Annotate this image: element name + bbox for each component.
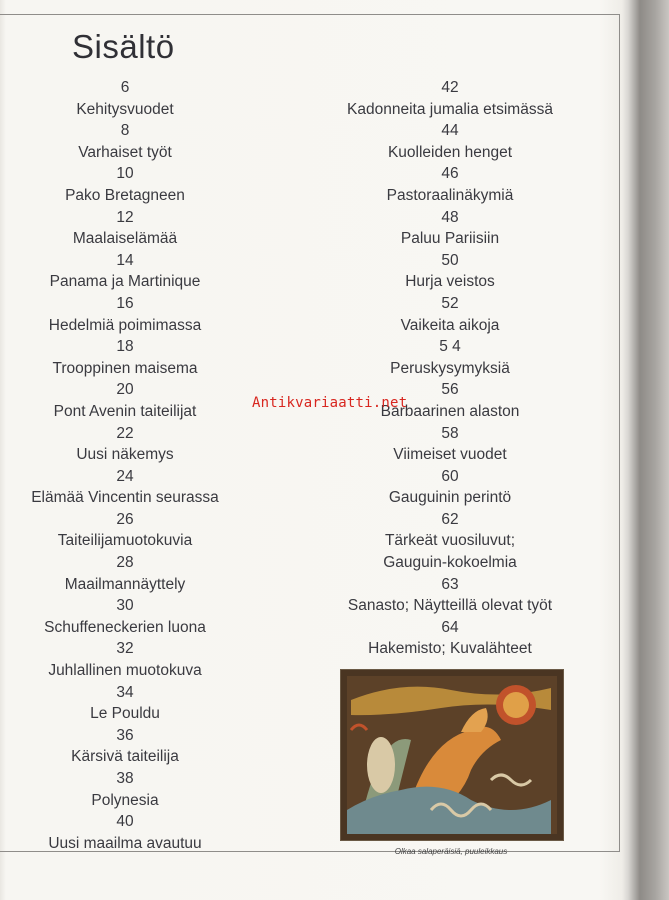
- toc-chapter-title: Trooppinen maisema: [52, 359, 198, 377]
- toc-page-number: 14: [116, 251, 134, 269]
- toc-chapter-title: Juhlallinen muotokuva: [48, 662, 202, 680]
- toc-page-number: 32: [116, 640, 134, 658]
- toc-page-number: 48: [441, 208, 459, 226]
- toc-page-number: 18: [116, 338, 134, 356]
- toc-page-number: 26: [116, 510, 134, 528]
- toc-chapter-title: Kehitysvuodet: [76, 100, 174, 118]
- toc-page-number: 22: [116, 424, 134, 442]
- woodcut-image: [341, 670, 563, 840]
- toc-page-number: 24: [116, 467, 134, 485]
- toc-chapter-title: Kärsivä taiteilija: [71, 748, 179, 766]
- toc-page-number: 42: [441, 79, 459, 96]
- toc-page-number: 12: [116, 208, 134, 226]
- toc-entry: [383, 509, 517, 574]
- toc-entry: [76, 77, 173, 120]
- toc-page-number: 16: [116, 294, 134, 312]
- toc-chapter-title: Pako Bretagneen: [65, 186, 185, 204]
- toc-page-number: 60: [441, 467, 459, 485]
- toc-chapter-title: Polynesia: [91, 791, 159, 809]
- toc-chapter-title: Panama ja Martinique: [49, 273, 201, 291]
- toc-entry: [71, 725, 179, 768]
- toc-chapter-title: Gauguinin perintö: [388, 489, 512, 507]
- toc-page-number: 62: [441, 510, 459, 528]
- toc-entry: [44, 595, 206, 638]
- toc-page-number: 56: [441, 381, 459, 399]
- toc-page-number: 38: [116, 770, 134, 787]
- toc-page-number: 20: [116, 381, 134, 399]
- toc-chapter-title: Elämää Vincentin seurassa: [31, 489, 219, 507]
- toc-chapter-title: Pastoraalinäkymiä: [386, 186, 514, 204]
- toc-chapter-title: Kadonneita jumalia etsimässä: [347, 100, 553, 118]
- toc-page-number: 46: [441, 165, 459, 183]
- page-title: Sisältö: [72, 28, 175, 65]
- toc-entry: [65, 163, 185, 206]
- toc-left-column: [0, 77, 250, 854]
- toc-chapter-title: Maalaiselämää: [72, 230, 178, 248]
- toc-entry: [401, 293, 500, 336]
- toc-chapter-title: Taiteilijamuotokuvia: [57, 532, 193, 550]
- toc-entry: [401, 207, 499, 250]
- toc-entry: [54, 379, 197, 422]
- toc-chapter-title-line2: Gauguin-kokoelmia: [383, 554, 517, 572]
- woodcut-illustration: [340, 669, 564, 841]
- toc-chapter-title: Paluu Pariisiin: [400, 230, 500, 248]
- toc-chapter-title: Varhaiset työt: [78, 143, 172, 161]
- toc-entry: [390, 336, 510, 379]
- toc-chapter-title: Hakemisto; Kuvalähteet: [368, 640, 532, 658]
- toc-entry: [76, 423, 173, 466]
- toc-chapter-title: Hurja veistos: [405, 273, 495, 291]
- toc-chapter-title: Maailmannäyttely: [64, 575, 186, 593]
- toc-entry: [58, 509, 192, 552]
- toc-chapter-title: Uusi maailma avautuu: [48, 834, 202, 852]
- toc-page-number: 50: [441, 251, 459, 269]
- toc-page-number: 30: [116, 597, 134, 615]
- toc-page-number: 5 4: [439, 338, 461, 356]
- toc-entry: [31, 466, 219, 509]
- toc-entry: [393, 423, 506, 466]
- toc-chapter-title: Viimeiset vuodet: [393, 446, 507, 464]
- toc-chapter-title: Le Pouldu: [90, 705, 160, 723]
- toc-page-number: 40: [116, 813, 134, 831]
- toc-page-number: 10: [116, 165, 134, 183]
- toc-page-number: 6: [120, 79, 130, 96]
- watermark: Antikvariaatti.net: [252, 395, 408, 411]
- toc-entry: [389, 466, 511, 509]
- toc-entry: [90, 682, 160, 725]
- toc-chapter-title: Kuolleiden henget: [387, 143, 513, 161]
- toc-entry: [49, 293, 201, 336]
- toc-entry: [48, 638, 201, 681]
- toc-page-number: 44: [441, 122, 459, 140]
- toc-page-number: 36: [116, 726, 134, 744]
- toc-entry: [388, 120, 512, 163]
- toc-chapter-title: Sanasto; Näytteillä olevat työt: [347, 597, 553, 615]
- toc-page-number: 8: [120, 122, 130, 140]
- toc-page-number: 34: [116, 683, 134, 701]
- toc-entry: [387, 163, 514, 206]
- toc-page-number: 64: [441, 618, 459, 636]
- toc-entry: [91, 768, 158, 811]
- toc-page-number: 52: [441, 294, 459, 312]
- toc-chapter-title: Peruskysymyksiä: [390, 359, 510, 377]
- toc-entry: [48, 811, 201, 854]
- toc-entry: [50, 250, 201, 293]
- toc-chapter-title: Vaikeita aikoja: [400, 316, 500, 334]
- toc-chapter-title: Schuffeneckerien luona: [44, 618, 206, 636]
- toc-chapter-title: Tärkeät vuosiluvut;: [384, 532, 516, 550]
- toc-chapter-title: Barbaarinen alaston: [380, 402, 520, 420]
- toc-chapter-title: Hedelmiä poimimassa: [48, 316, 202, 334]
- toc-chapter-title: Uusi näkemys: [76, 446, 174, 464]
- toc-entry: [65, 552, 186, 595]
- figure-caption: Olkaa salaperäisiä, puuleikkaus: [394, 847, 508, 856]
- toc-entry: [73, 207, 177, 250]
- toc-entry: [52, 336, 197, 379]
- toc-entry: [347, 77, 553, 120]
- toc-entry: [78, 120, 172, 163]
- toc-entry: [348, 574, 552, 617]
- toc-page-number: 58: [441, 424, 459, 442]
- toc-page-number: 28: [116, 554, 134, 572]
- toc-chapter-title: Pont Avenin taiteilijat: [53, 402, 197, 420]
- toc-right-column: [305, 77, 595, 660]
- toc-page-number: 63: [441, 575, 459, 593]
- toc-entry: [368, 617, 532, 660]
- toc-entry: [405, 250, 495, 293]
